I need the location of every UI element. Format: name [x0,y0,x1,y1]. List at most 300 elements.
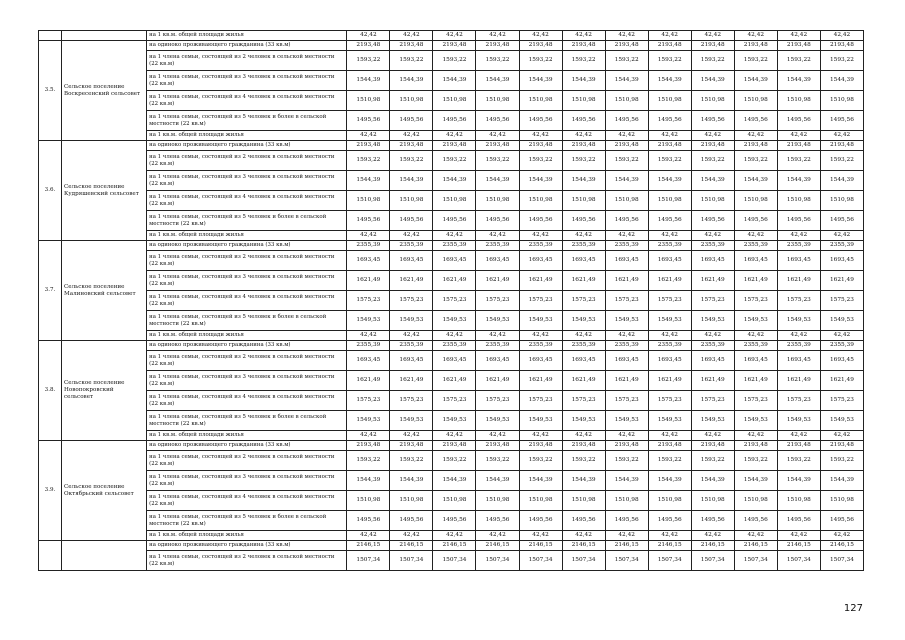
value-cell: 1549,53 [476,311,519,331]
value-cell: 1544,39 [648,171,691,191]
value-cell: 1495,56 [476,111,519,131]
value-cell: 1593,22 [519,451,562,471]
value-cell: 2146,15 [734,541,777,551]
table-row [39,351,864,371]
value-cell: 1495,56 [605,511,648,531]
value-cell: 1693,45 [390,351,433,371]
value-cell: 1593,22 [691,151,734,171]
value-cell: 42,42 [519,231,562,241]
norm-description-cell: на одиноко проживающего гражданина (33 кв.м) [147,141,347,151]
value-cell: 1575,23 [562,391,605,411]
value-cell: 1510,98 [390,491,433,511]
value-cell: 2146,15 [691,541,734,551]
value-cell: 1510,98 [433,491,476,511]
value-cell: 2193,48 [476,441,519,451]
table-row [39,491,864,511]
value-cell: 1544,39 [605,71,648,91]
value-cell: 2193,48 [347,41,390,51]
value-cell: 1495,56 [562,211,605,231]
value-cell: 1544,39 [820,471,863,491]
value-cell: 1510,98 [605,491,648,511]
value-cell: 2355,39 [347,341,390,351]
value-cell: 1593,22 [648,51,691,71]
value-cell: 1495,56 [519,211,562,231]
norm-description-cell: на 1 члена семьи, состоящей из 2 человек в сельской местности (22 кв.м) [147,451,347,471]
value-cell: 2355,39 [562,241,605,251]
value-cell: 1510,98 [433,191,476,211]
value-cell: 1544,39 [390,471,433,491]
value-cell: 2193,48 [605,441,648,451]
value-cell: 2193,48 [390,41,433,51]
value-cell: 2193,48 [734,441,777,451]
value-cell: 1693,45 [777,251,820,271]
value-cell: 42,42 [648,431,691,441]
value-cell: 2146,15 [476,541,519,551]
value-cell: 42,42 [390,431,433,441]
value-cell: 1621,49 [820,371,863,391]
value-cell: 42,42 [390,531,433,541]
value-cell: 1510,98 [519,91,562,111]
value-cell: 1621,49 [777,371,820,391]
value-cell: 42,42 [820,331,863,341]
value-cell: 1549,53 [691,411,734,431]
value-cell: 1507,34 [519,551,562,571]
value-cell: 2193,48 [433,141,476,151]
norm-description-cell: на 1 члена семьи, состоящей из 4 человек в сельской местности (22 кв.м) [147,291,347,311]
table-row [39,371,864,391]
table-row [39,341,864,351]
norm-description-cell: на 1 члена семьи, состоящей из 5 человек и более в сельской местности (22 кв.м) [147,111,347,131]
table-row [39,471,864,491]
value-cell: 2355,39 [605,341,648,351]
value-cell: 1510,98 [562,91,605,111]
value-cell: 1544,39 [562,71,605,91]
norm-description-cell: на 1 кв.м. общей площади жилья [147,431,347,441]
value-cell: 1693,45 [519,251,562,271]
table-row [39,111,864,131]
value-cell: 1593,22 [648,151,691,171]
value-cell: 1510,98 [476,491,519,511]
document-page [38,30,864,571]
table-row [39,271,864,291]
value-cell: 1544,39 [390,171,433,191]
value-cell: 42,42 [734,331,777,341]
value-cell: 1495,56 [433,211,476,231]
value-cell: 1593,22 [691,451,734,471]
value-cell: 1593,22 [777,151,820,171]
value-cell: 2146,15 [820,541,863,551]
norm-description-cell: на 1 кв.м. общей площади жилья [147,531,347,541]
value-cell: 2146,15 [347,541,390,551]
value-cell: 42,42 [347,431,390,441]
value-cell: 1507,34 [734,551,777,571]
value-cell: 1593,22 [820,151,863,171]
value-cell: 2193,48 [777,41,820,51]
value-cell: 1575,23 [519,291,562,311]
value-cell: 1510,98 [691,91,734,111]
value-cell: 42,42 [476,331,519,341]
value-cell: 1621,49 [433,371,476,391]
value-cell: 1544,39 [734,71,777,91]
value-cell: 1495,56 [820,211,863,231]
value-cell: 2355,39 [347,241,390,251]
value-cell: 1544,39 [777,471,820,491]
value-cell: 1693,45 [347,351,390,371]
value-cell: 1621,49 [691,371,734,391]
value-cell: 42,42 [390,31,433,41]
value-cell: 2355,39 [691,241,734,251]
value-cell: 2193,48 [820,141,863,151]
norm-description-cell: на 1 члена семьи, состоящей из 4 человек в сельской местности (22 кв.м) [147,391,347,411]
norm-description-cell: на одиноко проживающего гражданина (33 кв.м) [147,241,347,251]
value-cell: 1593,22 [390,151,433,171]
value-cell: 42,42 [519,531,562,541]
value-cell: 1693,45 [476,251,519,271]
table-row [39,441,864,451]
value-cell: 1621,49 [347,371,390,391]
value-cell: 1544,39 [476,71,519,91]
value-cell: 1621,49 [648,371,691,391]
value-cell: 1621,49 [691,271,734,291]
value-cell: 2193,48 [390,441,433,451]
value-cell: 1575,23 [777,291,820,311]
value-cell: 1575,23 [691,291,734,311]
value-cell: 1575,23 [734,291,777,311]
value-cell: 1544,39 [734,171,777,191]
value-cell: 1593,22 [820,51,863,71]
row-number-cell: 3.7. [39,241,62,341]
value-cell: 2193,48 [390,141,433,151]
value-cell: 42,42 [476,131,519,141]
value-cell: 1575,23 [605,391,648,411]
value-cell: 1510,98 [734,191,777,211]
value-cell: 1693,45 [691,351,734,371]
value-cell: 42,42 [519,31,562,41]
value-cell: 1549,53 [820,311,863,331]
value-cell: 1495,56 [648,111,691,131]
value-cell: 1593,22 [734,51,777,71]
value-cell: 42,42 [433,331,476,341]
norm-description-cell: на 1 члена семьи, состоящей из 4 человек в сельской местности (22 кв.м) [147,491,347,511]
value-cell: 1544,39 [648,71,691,91]
value-cell: 1507,34 [476,551,519,571]
value-cell: 1510,98 [820,91,863,111]
value-cell: 2193,48 [347,441,390,451]
value-cell: 1693,45 [605,351,648,371]
value-cell: 42,42 [562,131,605,141]
value-cell: 42,42 [734,31,777,41]
row-number-cell: 3.6. [39,141,62,241]
value-cell: 1510,98 [820,491,863,511]
norm-description-cell: на 1 члена семьи, состоящей из 5 человек и более в сельской местности (22 кв.м) [147,411,347,431]
value-cell: 42,42 [347,331,390,341]
value-cell: 2193,48 [347,141,390,151]
value-cell: 1593,22 [734,151,777,171]
value-cell: 1544,39 [648,471,691,491]
value-cell: 1510,98 [390,91,433,111]
value-cell: 42,42 [691,331,734,341]
value-cell: 1593,22 [605,151,648,171]
value-cell: 2193,48 [519,441,562,451]
value-cell: 1544,39 [519,71,562,91]
value-cell: 1495,56 [347,211,390,231]
value-cell: 1621,49 [347,271,390,291]
value-cell: 2193,48 [648,41,691,51]
norm-description-cell: на 1 члена семьи, состоящей из 5 человек и более в сельской местности (22 кв.м) [147,311,347,331]
value-cell: 42,42 [562,331,605,341]
value-cell: 2146,15 [390,541,433,551]
norm-description-cell: на одиноко проживающего гражданина (33 кв.м) [147,341,347,351]
value-cell: 1593,22 [820,451,863,471]
value-cell: 1593,22 [519,51,562,71]
value-cell: 1593,22 [562,151,605,171]
value-cell: 2193,48 [691,141,734,151]
value-cell: 42,42 [390,231,433,241]
value-cell: 1575,23 [390,391,433,411]
value-cell: 42,42 [476,531,519,541]
norm-description-cell: на одиноко проживающего гражданина (33 кв.м) [147,41,347,51]
value-cell: 2146,15 [433,541,476,551]
table-body [39,31,864,571]
value-cell: 1544,39 [347,71,390,91]
value-cell: 42,42 [691,531,734,541]
value-cell: 1593,22 [605,51,648,71]
value-cell: 1495,56 [648,211,691,231]
norm-description-cell: на 1 члена семьи, состоящей из 5 человек и более в сельской местности (22 кв.м) [147,211,347,231]
value-cell: 42,42 [648,231,691,241]
table-row [39,131,864,141]
value-cell: 2193,48 [605,141,648,151]
table-row [39,241,864,251]
value-cell: 1544,39 [390,71,433,91]
value-cell: 2193,48 [820,41,863,51]
settlement-name-cell: Сельское поселение Кудряшевский сельсовет [62,141,147,241]
value-cell: 1544,39 [433,71,476,91]
norm-description-cell: на одиноко проживающего гражданина (33 кв.м) [147,441,347,451]
value-cell: 1507,34 [691,551,734,571]
value-cell: 2193,48 [820,441,863,451]
value-cell: 1575,23 [820,391,863,411]
value-cell: 1549,53 [605,411,648,431]
value-cell: 42,42 [777,131,820,141]
value-cell: 1495,56 [476,211,519,231]
value-cell: 1593,22 [691,51,734,71]
norm-description-cell: на 1 члена семьи, состоящей из 2 человек в сельской местности (22 кв.м) [147,251,347,271]
value-cell: 1495,56 [691,111,734,131]
value-cell: 1621,49 [476,371,519,391]
value-cell: 2193,48 [433,441,476,451]
value-cell: 2355,39 [691,341,734,351]
value-cell: 2355,39 [476,241,519,251]
value-cell: 1693,45 [433,251,476,271]
value-cell: 1507,34 [433,551,476,571]
value-cell: 42,42 [476,431,519,441]
value-cell: 1621,49 [734,271,777,291]
value-cell: 42,42 [433,131,476,141]
value-cell: 1693,45 [820,351,863,371]
value-cell: 1593,22 [476,51,519,71]
value-cell: 42,42 [820,31,863,41]
value-cell: 2355,39 [390,241,433,251]
value-cell: 42,42 [820,531,863,541]
value-cell: 1495,56 [562,511,605,531]
value-cell: 1621,49 [562,271,605,291]
value-cell: 1575,23 [519,391,562,411]
value-cell: 1549,53 [347,311,390,331]
value-cell: 1549,53 [433,311,476,331]
value-cell: 42,42 [433,431,476,441]
value-cell: 42,42 [476,31,519,41]
value-cell: 42,42 [777,531,820,541]
value-cell: 42,42 [734,131,777,141]
value-cell: 1544,39 [734,471,777,491]
value-cell: 1495,56 [519,111,562,131]
value-cell: 1549,53 [519,311,562,331]
value-cell: 1621,49 [433,271,476,291]
value-cell: 2146,15 [562,541,605,551]
value-cell: 42,42 [562,531,605,541]
value-cell: 2193,48 [605,41,648,51]
value-cell: 1621,49 [562,371,605,391]
value-cell: 1621,49 [734,371,777,391]
value-cell: 1544,39 [691,471,734,491]
value-cell: 1693,45 [777,351,820,371]
value-cell: 2355,39 [648,341,691,351]
table-row [39,531,864,541]
value-cell: 1549,53 [605,311,648,331]
value-cell: 42,42 [648,131,691,141]
value-cell: 1544,39 [605,471,648,491]
value-cell: 1510,98 [605,91,648,111]
value-cell: 42,42 [734,531,777,541]
value-cell: 1510,98 [562,491,605,511]
value-cell: 2193,48 [433,41,476,51]
table-row [39,51,864,71]
value-cell: 1495,56 [347,511,390,531]
table-row [39,41,864,51]
value-cell: 1507,34 [562,551,605,571]
value-cell: 42,42 [347,31,390,41]
value-cell: 1575,23 [648,291,691,311]
value-cell: 2193,48 [691,441,734,451]
value-cell: 1544,39 [519,171,562,191]
value-cell: 2193,48 [734,141,777,151]
value-cell: 42,42 [347,131,390,141]
table-row [39,311,864,331]
table-row [39,141,864,151]
norm-description-cell: на 1 кв.м. общей площади жилья [147,31,347,41]
value-cell: 1693,45 [476,351,519,371]
value-cell: 1495,56 [691,511,734,531]
value-cell: 1510,98 [691,491,734,511]
value-cell: 42,42 [347,231,390,241]
value-cell: 1544,39 [777,71,820,91]
value-cell: 2355,39 [734,241,777,251]
value-cell: 1544,39 [562,171,605,191]
value-cell: 42,42 [691,31,734,41]
value-cell: 42,42 [605,131,648,141]
value-cell: 1693,45 [519,351,562,371]
value-cell: 1507,34 [347,551,390,571]
table-row [39,451,864,471]
value-cell: 2146,15 [605,541,648,551]
value-cell: 2355,39 [433,241,476,251]
settlement-name-cell: Сельское поселение Октябрьский сельсовет [62,441,147,541]
value-cell: 1544,39 [691,171,734,191]
value-cell: 1693,45 [390,251,433,271]
norm-description-cell: на 1 кв.м. общей площади жилья [147,231,347,241]
value-cell: 42,42 [562,231,605,241]
value-cell: 1495,56 [820,511,863,531]
value-cell: 2193,48 [734,41,777,51]
settlement-name-cell: Сельское поселение Малиновский сельсовет [62,241,147,341]
value-cell: 1495,56 [433,511,476,531]
value-cell: 42,42 [691,231,734,241]
settlement-name-cell: Сельское поселение Новопокровский сельсовет [62,341,147,441]
value-cell: 1693,45 [605,251,648,271]
value-cell: 2146,15 [777,541,820,551]
value-cell: 1593,22 [648,451,691,471]
table-row [39,151,864,171]
value-cell: 1621,49 [605,371,648,391]
table-row [39,291,864,311]
value-cell: 2193,48 [519,41,562,51]
settlement-name-cell [62,31,147,41]
value-cell: 1621,49 [777,271,820,291]
value-cell: 1575,23 [476,291,519,311]
value-cell: 1507,34 [390,551,433,571]
value-cell: 1495,56 [777,511,820,531]
value-cell: 1495,56 [777,111,820,131]
norm-description-cell: на 1 члена семьи, состоящей из 3 человек в сельской местности (22 кв.м) [147,71,347,91]
value-cell: 42,42 [734,431,777,441]
table-row [39,31,864,41]
value-cell: 1495,56 [820,111,863,131]
value-cell: 1510,98 [347,91,390,111]
value-cell: 1575,23 [562,291,605,311]
table-row [39,231,864,241]
value-cell: 1510,98 [347,491,390,511]
value-cell: 1575,23 [433,291,476,311]
value-cell: 1593,22 [476,151,519,171]
value-cell: 42,42 [777,331,820,341]
value-cell: 42,42 [605,31,648,41]
value-cell: 1693,45 [562,251,605,271]
norm-description-cell: на 1 члена семьи, состоящей из 4 человек в сельской местности (22 кв.м) [147,191,347,211]
value-cell: 1495,56 [648,511,691,531]
value-cell: 1593,22 [347,151,390,171]
value-cell: 1575,23 [347,391,390,411]
value-cell: 2355,39 [820,341,863,351]
value-cell: 42,42 [605,531,648,541]
value-cell: 1575,23 [777,391,820,411]
value-cell: 1549,53 [777,311,820,331]
value-cell: 1549,53 [734,311,777,331]
norm-description-cell: на 1 члена семьи, состоящей из 2 человек в сельской местности (22 кв.м) [147,151,347,171]
value-cell: 1593,22 [347,51,390,71]
value-cell: 2193,48 [476,41,519,51]
value-cell: 2355,39 [519,341,562,351]
table-row [39,171,864,191]
value-cell: 1549,53 [691,311,734,331]
value-cell: 1593,22 [433,151,476,171]
value-cell: 1495,56 [390,111,433,131]
value-cell: 1510,98 [476,191,519,211]
settlement-name-cell: Сельское поселение Воскресенский сельсовет [62,41,147,141]
value-cell: 1575,23 [433,391,476,411]
value-cell: 2193,48 [648,441,691,451]
page-number: 127 [843,603,863,614]
